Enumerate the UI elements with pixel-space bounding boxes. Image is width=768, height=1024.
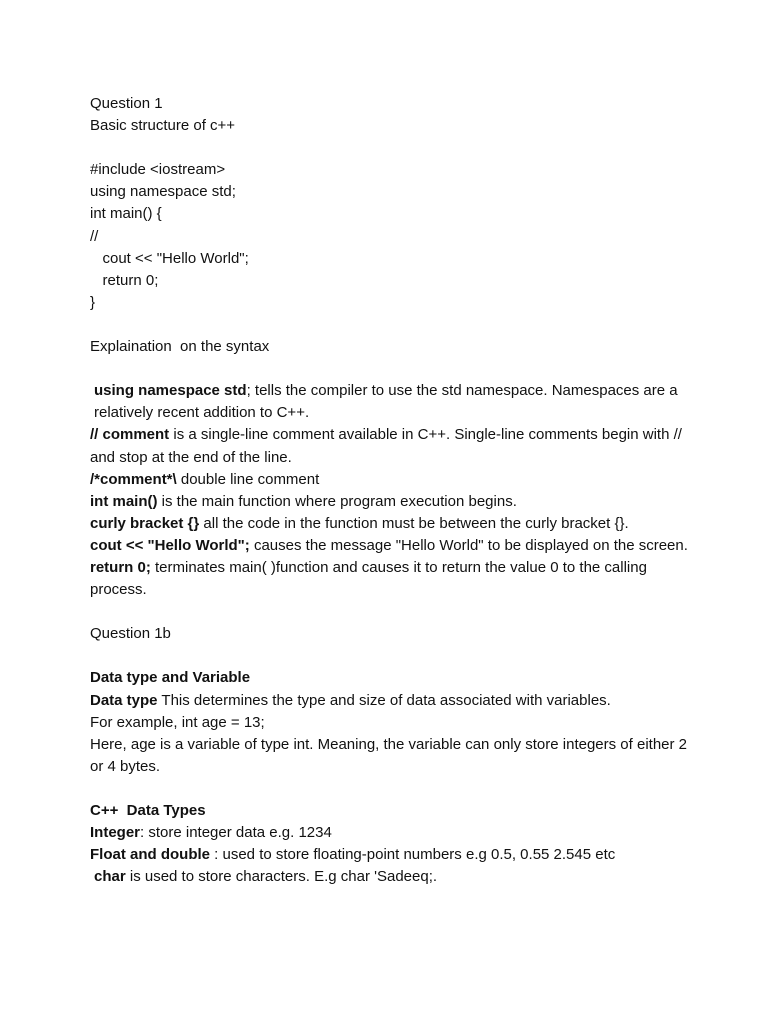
explanation-text: terminates main( )function and causes it to return the value 0 to the calling process.: [90, 558, 647, 599]
explanation-item: [90, 535, 690, 557]
code-line: return 0;: [90, 271, 159, 289]
spacer: [90, 137, 690, 159]
datatype-item: [90, 866, 690, 888]
explanation-text: double line comment: [176, 470, 320, 488]
explanation-text: is the main function where program execution begins.: [157, 492, 517, 510]
code-block: [90, 159, 690, 314]
datatype-item-term: char: [94, 868, 126, 886]
explanation-term: return 0;: [90, 558, 151, 576]
datatype-item-text: is used to store characters. E.g char 'Sadeeq;.: [125, 868, 438, 886]
code-line: }: [90, 293, 96, 311]
datatype-meaning: Here, age is a variable of type int. Meaning, the variable can only store integers of either 2 or 4 bytes.: [90, 735, 688, 775]
code-line: #include <iostream>: [90, 161, 226, 179]
code-line: //: [90, 227, 99, 245]
explanation-text: causes the message "Hello World" to be displayed on the screen.: [249, 536, 688, 554]
explanation-term: curly bracket {}: [90, 514, 200, 532]
explanation-term: using namespace std: [94, 382, 247, 400]
datatype-variable-heading: Data type and Variable: [90, 669, 251, 687]
datatype-item: [90, 844, 690, 866]
explanation-list: [90, 380, 690, 601]
explanation-text: is a single-line comment available in C++. Single-line comments begin with // and stop at the end of the line.: [90, 426, 682, 466]
code-line: cout << "Hello World";: [90, 249, 249, 267]
explanation-item: [90, 380, 690, 424]
code-line: int main() {: [90, 205, 162, 223]
spacer: [90, 314, 690, 336]
datatype-term: Data type: [90, 691, 158, 709]
spacer: [90, 645, 690, 667]
datatypes-list: [90, 822, 690, 888]
code-line: using namespace std;: [90, 183, 236, 201]
explanation-term: cout << "Hello World";: [90, 536, 250, 554]
explanation-item: [90, 513, 690, 535]
explanation-term: // comment: [90, 426, 170, 444]
spacer: [90, 358, 690, 380]
question1-title: Question 1: [90, 95, 163, 112]
spacer: [90, 778, 690, 800]
spacer: [90, 601, 690, 623]
explanation-item: [90, 469, 690, 491]
datatype-text: This determines the type and size of data associated with variables.: [157, 691, 611, 709]
datatype-example: For example, int age = 13;: [90, 713, 265, 731]
question1-subtitle: Basic structure of c++: [90, 117, 236, 135]
explanation-heading: Explaination on the syntax: [90, 338, 270, 356]
datatype-item-term: Integer: [90, 824, 141, 842]
datatype-item-text: : used to store floating-point numbers e.g 0.5, 0.55 2.545 etc: [210, 846, 616, 864]
explanation-text: all the code in the function must be between the curly bracket {}.: [199, 514, 629, 532]
datatype-item-text: : store integer data e.g. 1234: [140, 824, 332, 842]
cpp-datatypes-heading: C++ Data Types: [90, 802, 206, 819]
explanation-term: /*comment*\: [90, 470, 177, 488]
explanation-term: int main(): [90, 492, 158, 510]
explanation-item: [90, 557, 690, 601]
question1b-title: Question 1b: [90, 625, 171, 643]
document-page: [90, 93, 690, 888]
datatype-item: [90, 822, 690, 844]
explanation-item: [90, 491, 690, 513]
explanation-text: ; tells the compiler to use the std namespace. Namespaces are a relatively recent addition to C++.: [94, 382, 678, 422]
datatype-item-term: Float and double: [90, 846, 210, 864]
datatype-definition: [90, 690, 690, 712]
explanation-item: [90, 424, 690, 468]
